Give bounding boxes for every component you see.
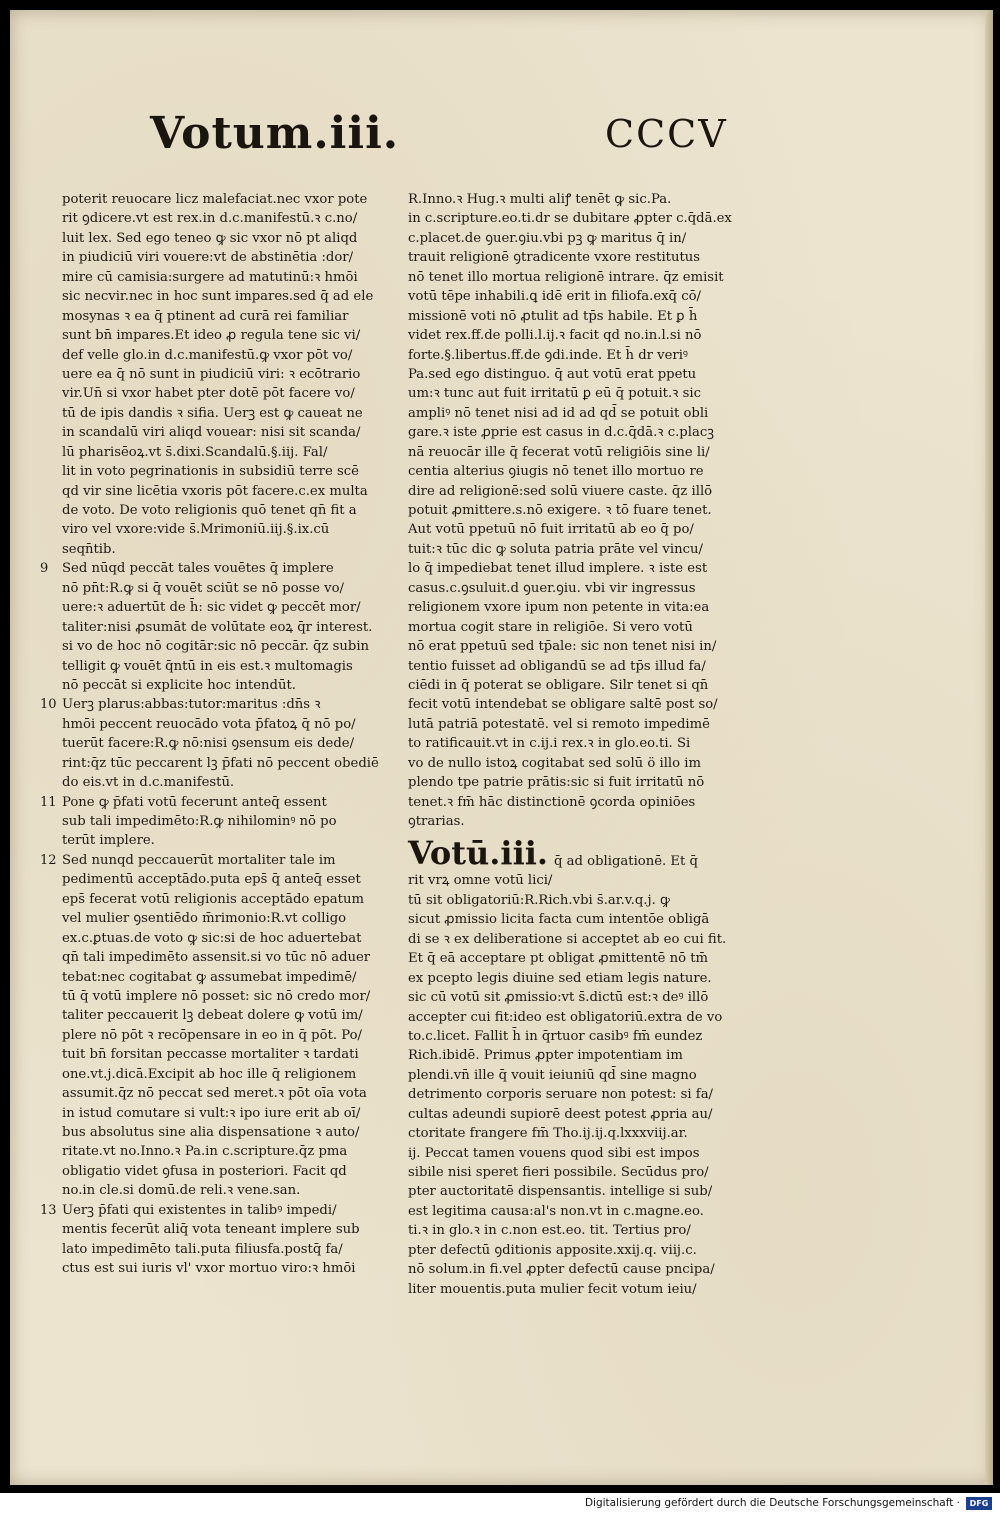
text-line [40,1201,402,1220]
text-line: R.Inno.ꝛ Hug.ꝛ multi aliꝭ tenēt ꝙ sic.Pa. [408,192,672,207]
text-line [62,987,402,1006]
line-text: lit in voto pegrinationis in subsidiū terre scē [62,464,359,480]
line-text: vel mulier ꝯsentiēdo m̄rimonio:R.vt colligo [62,911,347,927]
paragraph-number: 9 [40,561,49,577]
line-text: nō pn̄t:R.ꝙ si q̄ vouēt sciūt se nō posse vo/ [62,580,344,596]
line-text: telligit ꝙ vouēt q̄ntū in eis est.ꝛ multomagis [62,658,353,674]
line-text: lū pharisēoꝝ.vt s̄.dixi.Scandalū.§.iij. Fal/ [62,444,328,460]
line-text: assumit.q̄z nō peccat sed meret.ꝛ pōt oīa vota [62,1086,367,1102]
text-line: potuit ꝓmittere.s.nō exigere. ꝛ tō fuare tenet. [408,503,712,518]
text-line: sic cū votū sit ꝓmissio:vt s̄.dictū est:ꝛ deꝰ illō [408,990,709,1006]
line-text: bus absolutus sine alia dispensatione ꝛ auto/ [62,1125,360,1140]
text-line [40,695,402,714]
text-line [62,248,402,267]
text-line [62,657,402,676]
line-text: obligatio videt ꝯfusa in posteriori. Facit qd [62,1163,347,1179]
text-line: um:ꝛ tunc aut fuit irritatū ꝑ eū q̄ potuit.ꝛ sic [408,386,701,402]
text-line [62,1084,402,1103]
text-line: accepter cui fit:ideo est obligatoriū.extra de vo [408,1009,723,1025]
text-line: tū sit obligatoriū:R.Rich.vbi s̄.ar.v.q.j. ꝙ [408,892,670,908]
line-text: eps̄ fecerat votū religionis acceptādo epatum [62,891,364,907]
text-line [62,307,402,326]
text-line: votū tēpe inhabili.ꝗ idē erit in filiofa.exq̄ cō/ [408,289,701,305]
text-line: liter mouentis.puta mulier fecit votum ieiu/ [408,1281,697,1297]
line-text: plere nō pōt ꝛ recōpensare in eo in q̄ pōt. Po/ [62,1027,362,1043]
line-text: de voto. De voto religionis quō tenet qn̄ fit a [62,503,357,518]
text-line: videt rex.ff.de polli.l.ij.ꝛ facit qd no.in.l.si nō [408,328,702,344]
paragraph-number: 12 [40,852,57,868]
text-line: religionem vxore ipum non petente in vita:ea [408,600,710,616]
text-line: c.placet.de ꝯuer.ꝯiu.vbi pꝫ ꝙ maritus q̄ in/ [408,230,687,246]
text-line: ex pcepto legis diuine sed etiam legis nature. [408,970,712,986]
line-text: viro vel vxore:vide s̄.Mrimoniū.iij.§.ix.cū [62,522,330,538]
text-line [62,598,402,617]
text-line [62,1123,402,1142]
line-text: tebat:nec cogitabat ꝙ assumebat impedimē/ [62,969,357,985]
line-text: do eis.vt in d.c.manifestū. [62,775,235,791]
text-line [62,618,402,637]
text-line [62,715,402,734]
text-line [62,1181,402,1200]
line-text: Uerꝫ p̄fati qui existentes in talibꝰ impedi/ [62,1202,337,1218]
text-line [62,443,402,462]
text-line [62,890,402,909]
text-line [62,1065,402,1084]
text-line [62,870,402,889]
line-text: uere ea q̄ nō sunt in piudiciū viri: ꝛ ecōtrario [62,366,361,382]
text-line: nō solum.in fi.vel ꝓpter defectū cause pncipa/ [408,1262,715,1278]
text-line: Aut votū ppetuū nō fuit irritatū ab eo q̄ po/ [408,522,694,538]
text-line: nā reuocār ille q̄ fecerat votū religiōis sine li/ [408,444,710,460]
text-line: plendi.vn̄ ille q̄ vouit ieiuniū qd̄ sine magno [408,1067,697,1083]
text-line: sicut ꝓmissio licita facta cum intentōe obligā [408,912,710,928]
text-line: sibile nisi speret fieri possibile. Secūdus pro/ [408,1165,709,1180]
line-text: seqn̄tib. [62,541,116,557]
line-text: pedimentū acceptādo.puta eps̄ q̄ anteq̄ esset [62,872,361,888]
text-line: ti.ꝛ in glo.ꝛ in c.non est.eo. tit. Tertius pro/ [408,1223,691,1239]
text-line [62,909,402,928]
dfg-logo: DFG [966,1497,992,1510]
text-line: mortua cogit stare in religiōe. Si vero votū [408,619,693,635]
text-line: nō erat ppetuū sed tp̄ale: sic non tenet nisi in/ [408,639,717,655]
text-line [62,734,402,753]
text-line [62,520,402,539]
text-line: ij. Peccat tamen vouens quod sibi est impos [408,1145,700,1161]
text-line [62,540,402,559]
left-text-column [40,190,402,1279]
line-text: tuit bn̄ forsitan peccasse mortaliter ꝛ tardati [62,1047,359,1063]
text-line [62,812,402,831]
line-text: luit lex. Sed ego teneo ꝙ sic vxor nō pt aliqd [62,230,358,246]
line-text: qd vir sine licētia vxoris pōt facere.c.ex multa [62,483,368,499]
text-line: pter defectū ꝯditionis apposite.xxij.q. viij.c. [408,1242,697,1258]
text-line [62,1259,402,1278]
line-text: tuerūt facere:R.ꝙ nō:nisi ꝯsensum eis dede/ [62,736,355,752]
line-text: sub tali impedimēto:R.ꝙ nihilominꝰ nō po [62,814,337,829]
text-line [62,1240,402,1259]
text-line: pter auctoritatē dispensantis. intellige si sub/ [408,1184,713,1200]
section-heading-initial: Votū.iii. [408,834,549,873]
line-text: ex.c.ꝑtuas.de voto ꝙ sic:si de hoc aduertebat [62,930,362,946]
line-text: rint:q̄z tūc peccarent lꝫ p̄fati nō peccent obediē [62,755,379,771]
line-text: in scandalū viri aliqd vouear: nisi sit scanda/ [62,425,361,441]
text-line [62,579,402,598]
paragraph-number: 11 [40,794,57,810]
line-text: def velle glo.in d.c.manifestū.ꝙ vxor pōt vo/ [62,347,353,363]
text-line: centia alterius ꝯiugis nō tenet illo mortuo re [408,464,704,480]
text-line [62,1142,402,1161]
text-line: ampliꝰ nō tenet nisi ad id ad qd̄ se potuit obli [408,405,709,421]
footer-bar [0,1493,1000,1515]
paragraph-number: 13 [40,1202,57,1218]
text-line: Rich.ibidē. Primus ꝓpter impotentiam im [408,1048,683,1064]
text-line: fecit votū intendebat se obligare saltē post so/ [408,697,718,713]
paragraph-number: 10 [40,697,57,713]
text-line: ctoritate frangere fm̄ Tho.ij.ij.q.lxxxviij.ar. [408,1126,688,1142]
text-line: Pa.sed ego distinguo. q̄ aut votū erat ppetu [408,366,697,382]
line-text: nō peccāt si explicite hoc intendūt. [62,677,296,693]
text-line: to ratificauit.vt in c.ij.i rex.ꝛ in glo.eo.ti. Si [408,736,691,752]
text-line: est legitima causa:al's non.vt in c.magne.eo. [408,1203,704,1219]
text-line [62,229,402,248]
text-line [62,365,402,384]
text-line: lutā patriā potestatē. vel si remoto impedimē [408,716,710,732]
book-page [10,10,993,1485]
line-text: poterit reuocare licz malefaciat.nec vxor pote [62,192,368,207]
text-line [62,1006,402,1025]
line-text: ctus est sui iuris vl' vxor mortuo viro:ꝛ hmōi [62,1261,356,1277]
line-text: hmōi peccent reuocādo vota p̄fatoꝝ q̄ nō po/ [62,716,356,732]
line-text: tū de ipis dandis ꝛ sifia. Uerꝫ est ꝙ caueat ne [62,405,363,421]
text-line: dire ad religionē:sed solū viuere caste. q̄z illō [408,483,713,499]
text-line: tenet.ꝛ fm̄ hāc distinctionē ꝯcorda opiniōes [408,794,696,810]
text-line [62,948,402,967]
text-line: detrimento corporis seruare non potest: si fa/ [408,1087,713,1103]
running-head [150,108,750,168]
line-text: taliter peccauerit lꝫ debeat dolere ꝙ votū im/ [62,1008,363,1024]
line-text: lato impedimēto tali.puta filiusfa.postq̄ fa/ [62,1241,343,1257]
page-edge [985,10,993,1485]
line-text: ritate.vt no.Inno.ꝛ Pa.in c.scripture.q̄z pma [62,1144,348,1160]
line-text: tū q̄ votū implere nō posset: sic nō credo mor/ [62,988,371,1004]
text-line: rit vrꝝ omne votū lici/ [408,873,553,889]
text-line [62,1026,402,1045]
line-text: Sed nūqd peccāt tales vouētes q̄ implere [62,561,334,577]
text-line [62,929,402,948]
text-line: lo q̄ impediebat tenet illud implere. ꝛ iste est [408,561,708,577]
text-line [40,851,402,870]
text-line: tentio fuisset ad obligandū se ad tp̄s illud fa/ [408,658,706,674]
running-title: Votum.iii. [150,108,400,159]
text-line [62,346,402,365]
line-text: terūt implere. [62,833,155,849]
text-line [40,559,402,578]
text-line: nō tenet illo mortua religionē intrare. q̄z emisit [408,269,724,285]
text-line [62,482,402,501]
line-text: qn̄ tali impedimēto assensit.si vo tūc nō aduer [62,950,371,966]
line-text: no.in cle.si domū.de reli.ꝛ vene.san. [62,1183,301,1199]
line-text: mire cū camisia:surgere ad matutinū:ꝛ hmōi [62,269,358,285]
text-line: forte.§.libertus.ff.de ꝯdi.inde. Et h̄ dr veriꝰ [408,347,688,363]
text-line [62,968,402,987]
text-line: di se ꝛ ex deliberatione si acceptet ab eo cui fit. [408,931,727,947]
line-text: Pone ꝙ p̄fati votū fecerunt anteq̄ essent [62,794,327,810]
line-text: rit ꝯdicere.vt est rex.in d.c.manifestū.ꝛ c.no/ [62,211,358,227]
line-text: one.vt.j.dicā.Excipit ab hoc ille q̄ religionem [62,1066,357,1082]
text-line [62,268,402,287]
line-text: sunt bn̄ impares.Et ideo ꝓ regula tene sic vi/ [62,328,361,344]
text-line [62,1220,402,1239]
text-line: plendo tpe patrie prātis:sic si fuit irritatū nō [408,775,705,791]
line-text: mosynas ꝛ ea q̄ ptinent ad curā rei familiar [62,308,349,324]
section-heading [408,831,764,871]
text-line: casus.c.ꝯsuluit.d ꝯuer.ꝯiu. vbi vir ingressus [408,580,696,596]
text-line [62,326,402,345]
text-line [62,1162,402,1181]
text-line [62,1104,402,1123]
text-line [62,773,402,792]
text-line [62,384,402,403]
text-line [62,209,402,228]
text-line [62,754,402,773]
right-text-column [408,190,764,1299]
text-line [62,423,402,442]
text-line: vo de nullo istoꝝ cogitabat sed solū ö illo im [408,755,702,771]
text-line [62,637,402,656]
text-line [40,793,402,812]
line-text: Uerꝫ plarus:abbas:tutor:maritus :dn̄s ꝛ [62,697,321,713]
text-line [62,1045,402,1064]
text-line: ciēdi in q̄ poterat se obligare. Silr tenet si qn̄ [408,677,709,693]
text-line [62,404,402,423]
text-line: gare.ꝛ iste ꝓprie est casus in d.c.q̄dā.ꝛ c.placꝫ [408,425,714,441]
text-line: tuit:ꝛ tūc dic ꝙ soluta patria prāte vel vincu/ [408,541,703,557]
line-text: in piudiciū viri vouere:vt de abstinētia :dor/ [62,250,354,266]
text-line [62,676,402,695]
funding-credit: Digitalisierung gefördert durch die Deutsche Forschungsgemeinschaft · [584,1497,960,1509]
line-text: vir.Un̄ si vxor habet pter dotē pōt facere vo/ [62,386,355,402]
line-text: uere:ꝛ aduertūt de h̄: sic videt ꝙ peccēt mor/ [62,600,361,616]
line-text: taliter:nisi ꝓsumāt de volūtate eoꝝ q̄r interest. [62,619,373,635]
text-line: missionē voti nō ꝓtulit ad tp̄s habile. Et ꝑ h̄ [408,308,698,324]
line-text: in istud comutare si vult:ꝛ ipo iure erit ab oī/ [62,1105,361,1121]
section-heading-text: q̄ ad obligationē. Et q̄ [554,853,698,869]
line-text: Sed nunqd peccauerūt mortaliter tale im [62,852,336,868]
line-text: sic necvir.nec in hoc sunt impares.sed q̄ ad ele [62,289,374,305]
text-line [62,190,402,209]
text-line: Et q̄ eā acceptare pt obligat ꝓmittentē nō tm̄ [408,951,709,967]
text-line [62,462,402,481]
text-line: trauit religionē ꝯtradicente vxore restitutus [408,250,701,266]
text-line [62,501,402,520]
text-line: ꝯtrarias. [408,814,465,829]
line-text: si vo de hoc nō cogitār:sic nō peccār. q̄z subin [62,639,370,655]
text-line: in c.scripture.eo.ti.dr se dubitare ꝓpter c.q̄dā.ex [408,211,732,227]
text-line [62,287,402,306]
text-line [62,831,402,850]
folio-number: CCCV [605,112,728,156]
text-line: cultas adeundi supiorē deest potest ꝓpria au/ [408,1106,713,1122]
line-text: mentis fecerūt aliq̄ vota teneant implere sub [62,1222,360,1238]
text-line: to.c.licet. Fallit h̄ in q̄rtuor casibꝰ fm̄ eundez [408,1028,703,1044]
